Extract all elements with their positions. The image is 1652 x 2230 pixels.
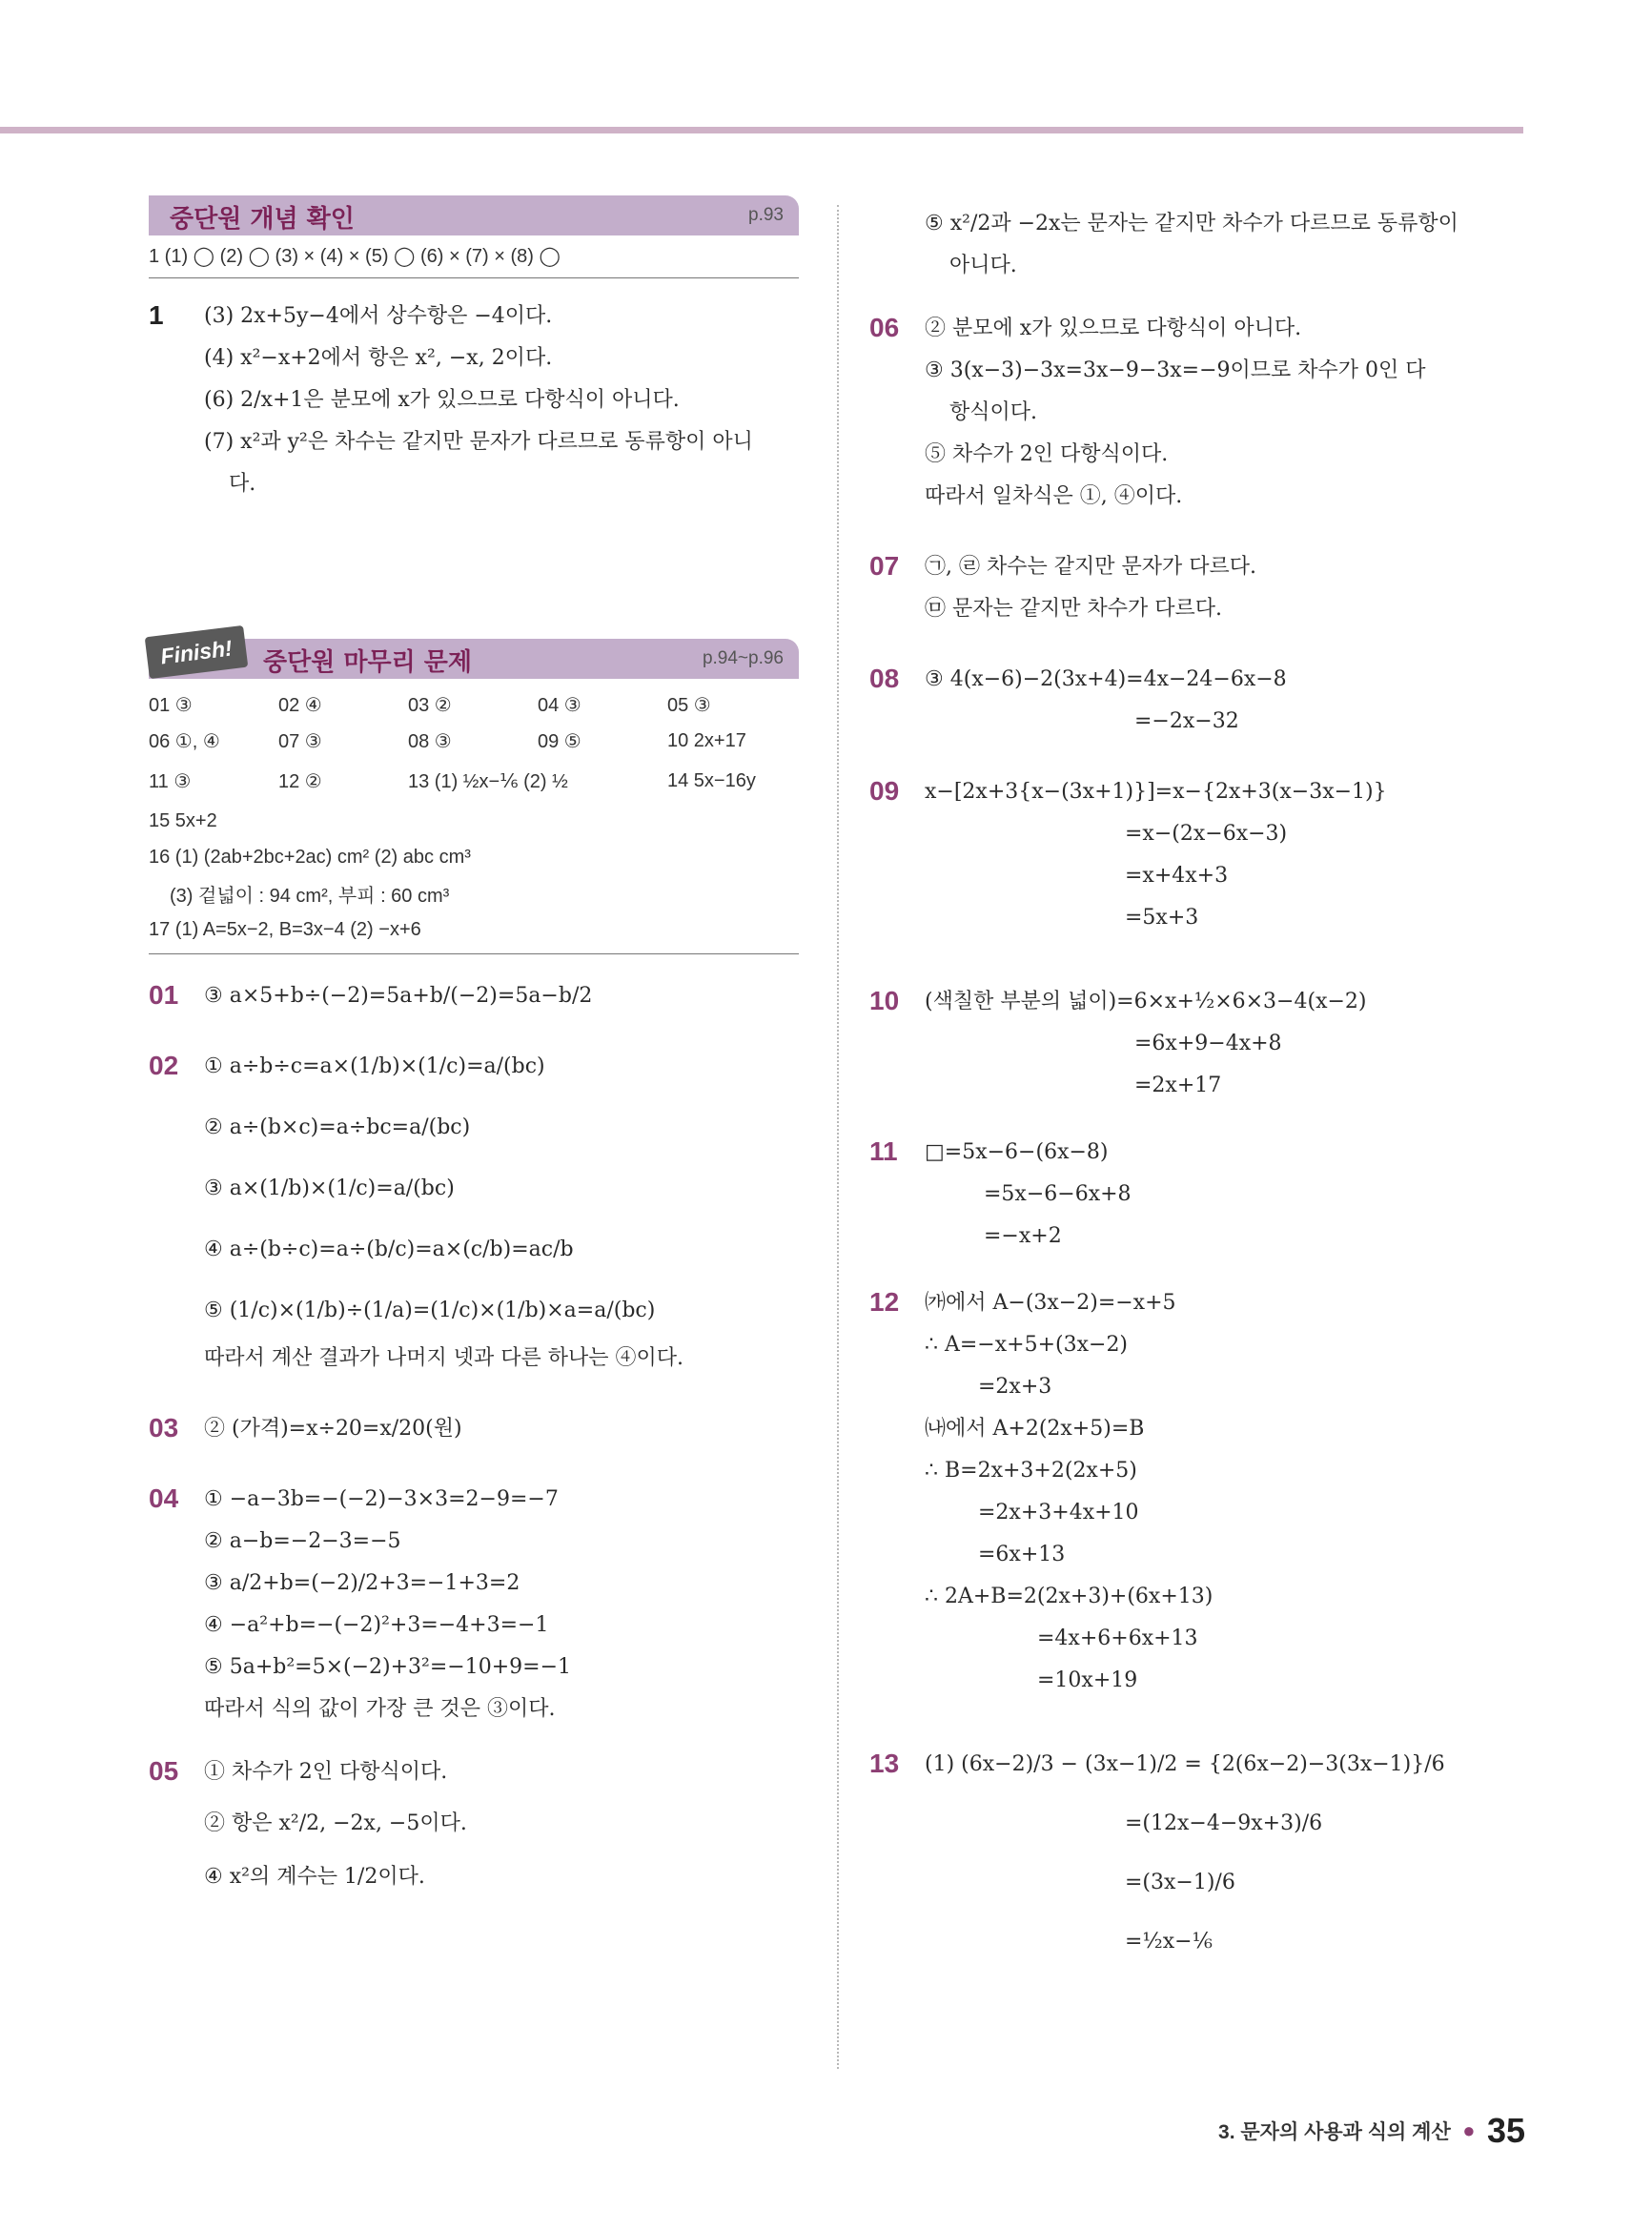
chapter-title: 3. 문자의 사용과 식의 계산 [1218, 2121, 1451, 2143]
answer-line: ㈏에서 A+2(2x+5)=B [925, 1417, 1145, 1441]
answer-number: 02 [149, 1051, 179, 1080]
answer-line: =2x+17 [1134, 1074, 1222, 1097]
answer-line: ③ 4(x−6)−2(3x+4)=4x−24−6x−8 [925, 667, 1287, 691]
answer-number: 10 [869, 986, 900, 1015]
left-column [149, 195, 799, 1898]
grid-cell: 14 5x−16y [667, 769, 756, 791]
answer-line: =−2x−32 [1134, 709, 1239, 733]
grid-cell: 03 ② [408, 694, 452, 716]
answer-line: ③ a/2+b=(−2)/2+3=−1+3=2 [204, 1571, 520, 1595]
answer-line: =2x+3 [978, 1375, 1052, 1399]
answer-item-10 [869, 981, 1527, 1107]
grid-line: 15 5x+2 [149, 809, 217, 831]
answer-line: ㉠, ㉣ 차수는 같지만 문자가 다르다. [925, 555, 1256, 579]
answer-line: (3) 2x+5y−4에서 상수항은 −4이다. [204, 304, 553, 328]
answer-item-13 [869, 1744, 1527, 1963]
answer-item-08 [869, 659, 1527, 743]
answer-number: 04 [149, 1483, 179, 1513]
grid-cell: 04 ③ [538, 694, 581, 716]
answer-line: ⑤ 5a+b²=5×(−2)+3²=−10+9=−1 [204, 1655, 572, 1679]
answer-number: 05 [149, 1756, 179, 1786]
answer-line: ② 분모에 x가 있으므로 다항식이 아니다. [925, 317, 1302, 340]
grid-cell: 11 ③ [149, 770, 192, 792]
answer-line: =−x+2 [984, 1224, 1062, 1248]
grid-cell: 05 ③ [667, 694, 711, 716]
answer-line: =(12x−4−9x+3)/6 [1125, 1811, 1323, 1835]
answer-line: ⑤ 차수가 2인 다항식이다. [925, 442, 1169, 466]
answer-item-06 [869, 308, 1527, 518]
quick-answers: 1 (1) ◯ (2) ◯ (3) × (4) × (5) ◯ (6) × (7) × (8) ◯ [149, 243, 799, 278]
grid-row [149, 723, 799, 759]
page-reference: p.93 [748, 205, 784, 225]
answer-line: □=5x−6−(6x−8) [925, 1140, 1109, 1164]
grid-cell: 08 ③ [408, 730, 452, 752]
finish-badge: Finish! [145, 625, 249, 679]
answer-number: 09 [869, 776, 900, 806]
grid-line: 16 (1) (2ab+2bc+2ac) cm² (2) abc cm³ [149, 846, 471, 868]
answer-line: =(3x−1)/6 [1125, 1871, 1235, 1894]
right-column [869, 195, 1527, 1963]
answer-line: ② 항은 x²/2, −2x, −5이다. [204, 1811, 467, 1835]
page-reference: p.94~p.96 [702, 648, 784, 668]
answer-line: (7) x²과 y²은 차수는 같지만 문자가 다르므로 동류항이 아니 [204, 430, 753, 454]
answer-item-01 [149, 975, 799, 1017]
answer-item-04 [149, 1479, 799, 1730]
answer-line: =6x+13 [978, 1543, 1066, 1566]
answer-item-02 [149, 1046, 799, 1380]
answer-line: ④ x²의 계수는 1/2이다. [204, 1865, 425, 1889]
answer-line: =4x+6+6x+13 [1037, 1626, 1198, 1650]
answer-item-12 [869, 1282, 1527, 1702]
answer-line: =½x−⅙ [1125, 1930, 1213, 1954]
answer-line: =5x−6−6x+8 [984, 1182, 1132, 1206]
answer-line: ④ −a²+b=−(−2)²+3=−4+3=−1 [204, 1613, 549, 1637]
grid-cell: 12 ② [278, 770, 322, 792]
section-header-finish [149, 635, 799, 679]
answer-line: 따라서 일차식은 ①, ④이다. [925, 484, 1183, 508]
grid-cell: 01 ③ [149, 694, 193, 716]
answer-line: ㈎에서 A−(3x−2)=−x+5 [925, 1291, 1176, 1315]
top-rule [0, 127, 1523, 133]
section-header-concept-check [149, 195, 799, 235]
answer-item-03 [149, 1408, 799, 1450]
answer-line: =2x+3+4x+10 [978, 1501, 1139, 1524]
grid-cell: 02 ④ [278, 694, 322, 716]
answer-line: =5x+3 [1125, 906, 1199, 930]
answer-number: 03 [149, 1413, 179, 1442]
answer-line: 따라서 식의 값이 가장 큰 것은 ③이다. [204, 1697, 556, 1721]
answer-line: ∴ B=2x+3+2(2x+5) [925, 1459, 1137, 1483]
answer-line: ② a−b=−2−3=−5 [204, 1529, 401, 1553]
answer-number: 13 [869, 1749, 900, 1778]
answer-number: 07 [869, 551, 900, 581]
answer-line: ⑤ x²/2과 −2x는 문자는 같지만 차수가 다르므로 동류항이 [925, 212, 1458, 235]
grid-cell: 10 2x+17 [667, 729, 746, 751]
answer-line: ∴ 2A+B=2(2x+3)+(6x+13) [925, 1585, 1214, 1608]
answer-line: =x−(2x−6x−3) [1125, 822, 1288, 846]
answer-line: ⑤ (1/c)×(1/b)÷(1/a)=(1/c)×(1/b)×a=a/(bc) [204, 1299, 656, 1322]
grid-line: 17 (1) A=5x−2, B=3x−4 (2) −x+6 [149, 918, 421, 940]
answer-line: 따라서 계산 결과가 나머지 넷과 다른 하나는 ④이다. [204, 1346, 683, 1370]
answer-line: (1) (6x−2)/3 − (3x−1)/2 = {2(6x−2)−3(3x−1)}/6 [925, 1752, 1445, 1776]
answer-line: =x+4x+3 [1125, 864, 1229, 888]
answer-item-05-continued [869, 203, 1527, 287]
answer-line: x−[2x+3{x−(3x+1)}]=x−{2x+3(x−3x−1)} [925, 780, 1387, 804]
answer-line: ① a÷b÷c=a×(1/b)×(1/c)=a/(bc) [204, 1054, 545, 1078]
answer-line: ④ a÷(b÷c)=a÷(b/c)=a×(c/b)=ac/b [204, 1238, 574, 1261]
page-footer [1218, 2111, 1525, 2151]
answer-line: ② a÷(b×c)=a÷bc=a/(bc) [204, 1115, 471, 1139]
answer-line: 다. [229, 472, 256, 496]
answer-number: 12 [869, 1287, 900, 1317]
answer-line: ③ a×5+b÷(−2)=5a+b/(−2)=5a−b/2 [204, 984, 593, 1008]
answer-line: ③ a×(1/b)×(1/c)=a/(bc) [204, 1176, 455, 1200]
answer-line: =6x+9−4x+8 [1134, 1032, 1282, 1055]
grid-cell: 06 ①, ④ [149, 730, 220, 752]
answer-grid [149, 686, 799, 954]
grid-cell: 09 ⑤ [538, 730, 581, 752]
answer-line: =10x+19 [1037, 1668, 1138, 1692]
grid-line: (3) 겉넓이 : 94 cm², 부피 : 60 cm³ [170, 885, 450, 907]
answer-number: 08 [869, 664, 900, 693]
answer-item-1 [149, 296, 799, 505]
answer-line: (4) x²−x+2에서 항은 x², −x, 2이다. [204, 346, 553, 370]
answer-line: ① −a−3b=−(−2)−3×3=2−9=−7 [204, 1487, 559, 1511]
answer-item-11 [869, 1132, 1527, 1258]
page-number: 35 [1486, 2111, 1525, 2150]
answer-item-07 [869, 546, 1527, 630]
answer-line: ∴ A=−x+5+(3x−2) [925, 1333, 1129, 1357]
grid-row [149, 686, 799, 723]
answer-line: ② (가격)=x÷20=x/20(원) [204, 1417, 462, 1441]
column-divider [837, 205, 839, 2069]
bullet-icon: ● [1462, 2118, 1476, 2142]
grid-cell: 07 ③ [278, 730, 322, 752]
section-title: 중단원 마무리 문제 [263, 648, 473, 677]
answer-line: 아니다. [949, 254, 1017, 277]
section-title: 중단원 개념 확인 [170, 205, 355, 234]
answer-line: ③ 3(x−3)−3x=3x−9−3x=−9이므로 차수가 0인 다 [925, 358, 1426, 382]
answer-number: 06 [869, 313, 900, 342]
answer-line: ① 차수가 2인 다항식이다. [204, 1760, 448, 1784]
answer-line: (색칠한 부분의 넓이)=6×x+½×6×3−4(x−2) [925, 990, 1367, 1013]
answer-line: 항식이다. [949, 400, 1038, 424]
grid-cell: 13 (1) ½x−⅙ (2) ½ [408, 770, 568, 792]
answer-item-09 [869, 771, 1527, 939]
answer-line: ㉤ 문자는 같지만 차수가 다르다. [925, 597, 1222, 621]
answer-number: 11 [869, 1136, 898, 1166]
grid-row [149, 759, 799, 803]
answer-line: (6) 2/x+1은 분모에 x가 있으므로 다항식이 아니다. [204, 388, 680, 412]
answer-number: 01 [149, 980, 179, 1010]
answer-number: 1 [149, 300, 164, 330]
answer-item-05 [149, 1751, 799, 1898]
